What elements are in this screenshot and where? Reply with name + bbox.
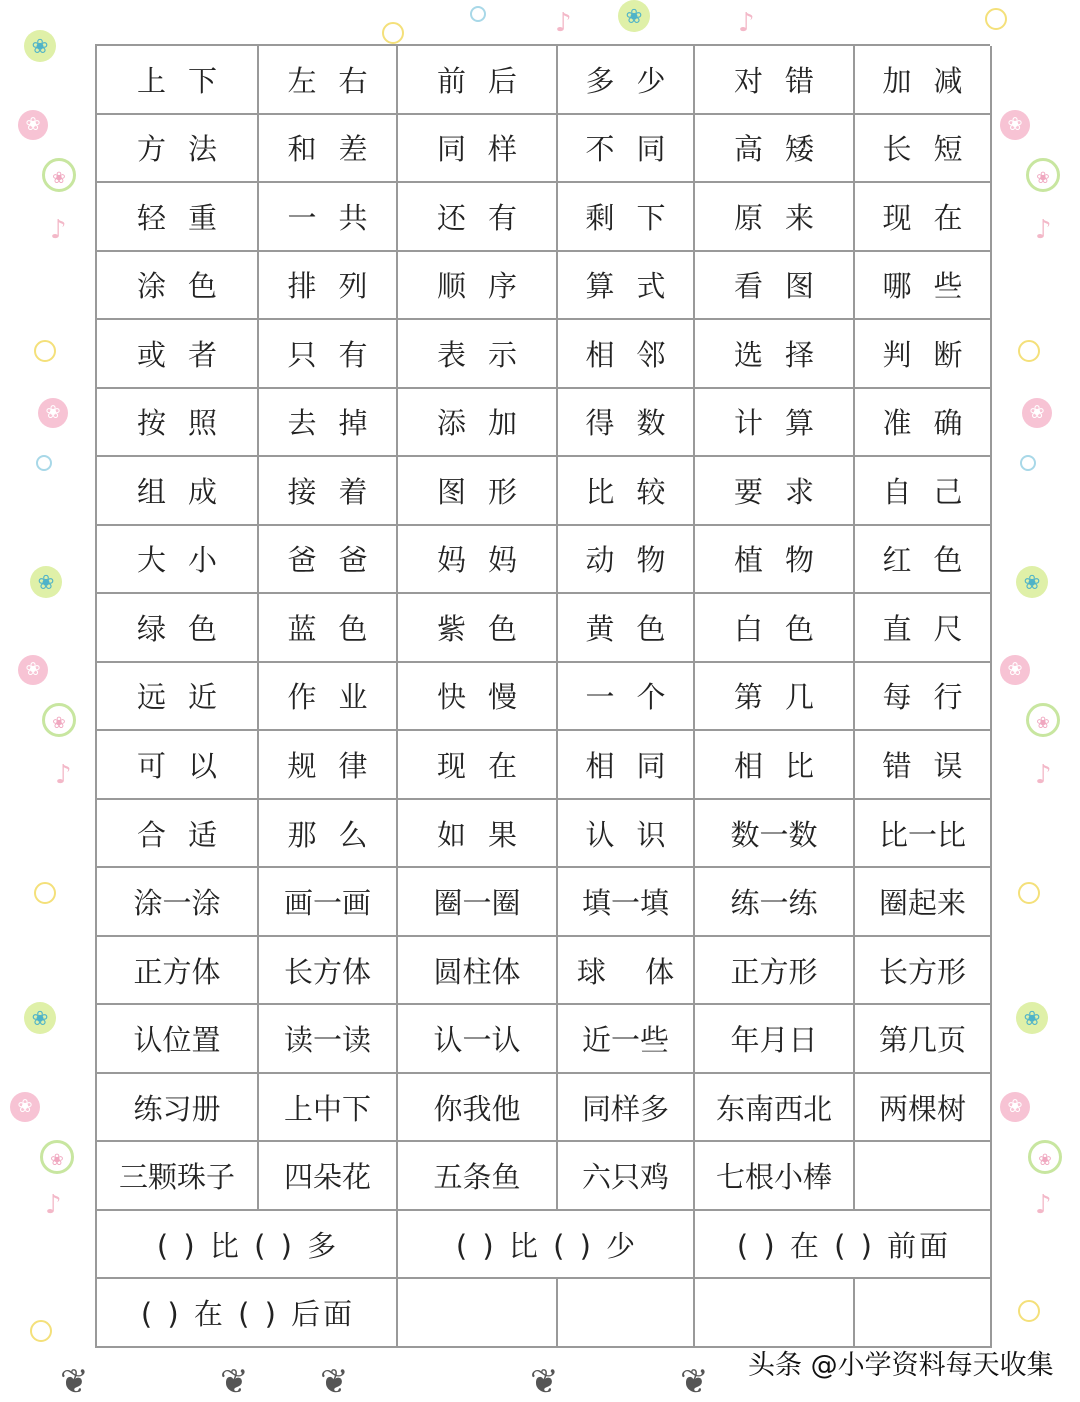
word-cell: 正方形 xyxy=(695,937,855,1006)
word-cell: 长方体 xyxy=(259,937,398,1006)
word-cell: 快慢 xyxy=(398,663,558,732)
word-cell: 如果 xyxy=(398,800,558,869)
word-cell: 相比 xyxy=(695,731,855,800)
swirl-icon xyxy=(1018,882,1040,904)
flower-icon: ❀ xyxy=(30,566,62,598)
music-note-icon: ♪ xyxy=(555,8,572,38)
word-cell: 计算 xyxy=(695,389,855,458)
butterfly-icon: ❦ xyxy=(320,1362,349,1402)
empty-cell xyxy=(398,1279,558,1348)
word-cell: 蓝色 xyxy=(259,594,398,663)
word-cell: 添加 xyxy=(398,389,558,458)
ring-flower-icon: ❀ xyxy=(1026,703,1060,737)
swirl-icon xyxy=(1018,340,1040,362)
flower-icon: ❀ xyxy=(24,1002,56,1034)
word-cell: 现在 xyxy=(398,731,558,800)
empty-cell xyxy=(855,1279,992,1348)
sentence-cell: ( ) 比 ( ) 多 xyxy=(97,1211,398,1280)
swirl-icon xyxy=(1018,1300,1040,1322)
word-cell: 练一练 xyxy=(695,868,855,937)
swirl-icon xyxy=(985,8,1007,30)
ring-flower-icon: ❀ xyxy=(1026,158,1060,192)
word-cell: 错误 xyxy=(855,731,992,800)
word-cell: 得数 xyxy=(558,389,695,458)
sentence-cell: ( ) 比 ( ) 少 xyxy=(398,1211,695,1280)
word-cell: 第几页 xyxy=(855,1005,992,1074)
word-cell: 练习册 xyxy=(97,1074,259,1143)
word-cell: 大小 xyxy=(97,526,259,595)
empty-cell xyxy=(558,1279,695,1348)
swirl-icon xyxy=(34,340,56,362)
word-cell: 认一认 xyxy=(398,1005,558,1074)
word-cell: 接着 xyxy=(259,457,398,526)
word-cell: 前后 xyxy=(398,46,558,115)
word-cell: 相同 xyxy=(558,731,695,800)
word-cell: 多少 xyxy=(558,46,695,115)
word-cell: 排列 xyxy=(259,252,398,321)
pink-flower-icon: ❀ xyxy=(1022,398,1052,428)
butterfly-icon: ❦ xyxy=(530,1362,559,1402)
word-cell: 认识 xyxy=(558,800,695,869)
word-cell: 同样 xyxy=(398,115,558,184)
word-cell: 比一比 xyxy=(855,800,992,869)
word-cell: 去掉 xyxy=(259,389,398,458)
word-cell: 圈一圈 xyxy=(398,868,558,937)
word-cell: 上下 xyxy=(97,46,259,115)
empty-cell xyxy=(855,1142,992,1211)
pink-flower-icon: ❀ xyxy=(18,110,48,140)
word-cell: 剩下 xyxy=(558,183,695,252)
word-cell: 认位置 xyxy=(97,1005,259,1074)
music-note-icon: ♪ xyxy=(738,8,755,38)
word-cell: 你我他 xyxy=(398,1074,558,1143)
word-cell: 动物 xyxy=(558,526,695,595)
word-cell: 白色 xyxy=(695,594,855,663)
word-cell: 或者 xyxy=(97,320,259,389)
word-cell: 对错 xyxy=(695,46,855,115)
word-cell: 图形 xyxy=(398,457,558,526)
word-cell: 同样多 xyxy=(558,1074,695,1143)
flower-icon: ❀ xyxy=(1016,1002,1048,1034)
ring-flower-icon: ❀ xyxy=(40,1140,74,1174)
word-cell: 球 体 xyxy=(558,937,695,1006)
word-cell: 准确 xyxy=(855,389,992,458)
swirl-icon xyxy=(34,882,56,904)
word-cell: 圈起来 xyxy=(855,868,992,937)
music-note-icon: ♪ xyxy=(1035,215,1052,245)
word-cell: 长方形 xyxy=(855,937,992,1006)
watermark: 头条 @小学资料每天收集 xyxy=(748,1350,1054,1381)
flower-icon: ❀ xyxy=(24,30,56,62)
pink-flower-icon: ❀ xyxy=(1000,1092,1030,1122)
word-cell: 顺序 xyxy=(398,252,558,321)
word-cell: 判断 xyxy=(855,320,992,389)
word-cell: 圆柱体 xyxy=(398,937,558,1006)
word-cell: 只有 xyxy=(259,320,398,389)
swirl-icon xyxy=(382,22,404,44)
flower-icon: ❀ xyxy=(1016,566,1048,598)
word-cell: 填一填 xyxy=(558,868,695,937)
word-cell: 方法 xyxy=(97,115,259,184)
word-cell: 作业 xyxy=(259,663,398,732)
swirl-icon xyxy=(470,6,486,22)
word-cell: 正方体 xyxy=(97,937,259,1006)
pink-flower-icon: ❀ xyxy=(1000,655,1030,685)
word-cell: 左右 xyxy=(259,46,398,115)
pink-flower-icon: ❀ xyxy=(1000,110,1030,140)
word-cell: 加减 xyxy=(855,46,992,115)
word-cell: 原来 xyxy=(695,183,855,252)
word-cell: 看图 xyxy=(695,252,855,321)
flower-icon: ❀ xyxy=(618,0,650,32)
word-cell: 四朵花 xyxy=(259,1142,398,1211)
word-cell: 涂一涂 xyxy=(97,868,259,937)
word-cell: 黄色 xyxy=(558,594,695,663)
music-note-icon: ♪ xyxy=(1035,760,1052,790)
sentence-cell: ( ) 在 ( ) 后面 xyxy=(97,1279,398,1348)
word-cell: 组成 xyxy=(97,457,259,526)
word-cell: 涂色 xyxy=(97,252,259,321)
word-cell: 不同 xyxy=(558,115,695,184)
swirl-icon xyxy=(30,1320,52,1342)
word-cell: 每行 xyxy=(855,663,992,732)
music-note-icon: ♪ xyxy=(55,760,72,790)
word-cell: 读一读 xyxy=(259,1005,398,1074)
word-cell: 上中下 xyxy=(259,1074,398,1143)
word-cell: 数一数 xyxy=(695,800,855,869)
word-cell: 爸爸 xyxy=(259,526,398,595)
word-cell: 妈妈 xyxy=(398,526,558,595)
word-cell: 画一画 xyxy=(259,868,398,937)
word-cell: 要求 xyxy=(695,457,855,526)
word-cell: 自己 xyxy=(855,457,992,526)
word-cell: 远近 xyxy=(97,663,259,732)
word-cell: 现在 xyxy=(855,183,992,252)
word-cell: 合适 xyxy=(97,800,259,869)
word-cell: 七根小棒 xyxy=(695,1142,855,1211)
word-cell: 规律 xyxy=(259,731,398,800)
butterfly-icon: ❦ xyxy=(220,1362,249,1402)
word-cell: 相邻 xyxy=(558,320,695,389)
sentence-cell: ( ) 在 ( ) 前面 xyxy=(695,1211,992,1280)
word-cell: 比较 xyxy=(558,457,695,526)
word-cell: 东南西北 xyxy=(695,1074,855,1143)
word-cell: 选择 xyxy=(695,320,855,389)
word-cell: 红色 xyxy=(855,526,992,595)
word-cell: 表示 xyxy=(398,320,558,389)
swirl-icon xyxy=(36,455,52,471)
word-cell: 植物 xyxy=(695,526,855,595)
word-cell: 那么 xyxy=(259,800,398,869)
word-cell: 绿色 xyxy=(97,594,259,663)
word-cell: 第几 xyxy=(695,663,855,732)
vocabulary-table xyxy=(95,44,990,1348)
word-cell: 哪些 xyxy=(855,252,992,321)
pink-flower-icon: ❀ xyxy=(10,1092,40,1122)
word-cell: 高矮 xyxy=(695,115,855,184)
ring-flower-icon: ❀ xyxy=(42,158,76,192)
word-cell: 算式 xyxy=(558,252,695,321)
music-note-icon: ♪ xyxy=(45,1190,62,1220)
word-cell: 可以 xyxy=(97,731,259,800)
word-cell: 和差 xyxy=(259,115,398,184)
word-cell: 按照 xyxy=(97,389,259,458)
butterfly-icon: ❦ xyxy=(60,1362,89,1402)
word-cell: 轻重 xyxy=(97,183,259,252)
word-cell: 紫色 xyxy=(398,594,558,663)
word-cell: 六只鸡 xyxy=(558,1142,695,1211)
pink-flower-icon: ❀ xyxy=(18,655,48,685)
word-cell: 三颗珠子 xyxy=(97,1142,259,1211)
word-cell: 一个 xyxy=(558,663,695,732)
empty-cell xyxy=(695,1279,855,1348)
word-cell: 直尺 xyxy=(855,594,992,663)
music-note-icon: ♪ xyxy=(50,215,67,245)
pink-flower-icon: ❀ xyxy=(38,398,68,428)
swirl-icon xyxy=(1020,455,1036,471)
music-note-icon: ♪ xyxy=(1035,1190,1052,1220)
word-cell: 一共 xyxy=(259,183,398,252)
butterfly-icon: ❦ xyxy=(680,1362,709,1402)
ring-flower-icon: ❀ xyxy=(42,703,76,737)
ring-flower-icon: ❀ xyxy=(1028,1140,1062,1174)
word-cell: 年月日 xyxy=(695,1005,855,1074)
word-cell: 五条鱼 xyxy=(398,1142,558,1211)
word-cell: 近一些 xyxy=(558,1005,695,1074)
word-cell: 还有 xyxy=(398,183,558,252)
word-cell: 两棵树 xyxy=(855,1074,992,1143)
word-cell: 长短 xyxy=(855,115,992,184)
